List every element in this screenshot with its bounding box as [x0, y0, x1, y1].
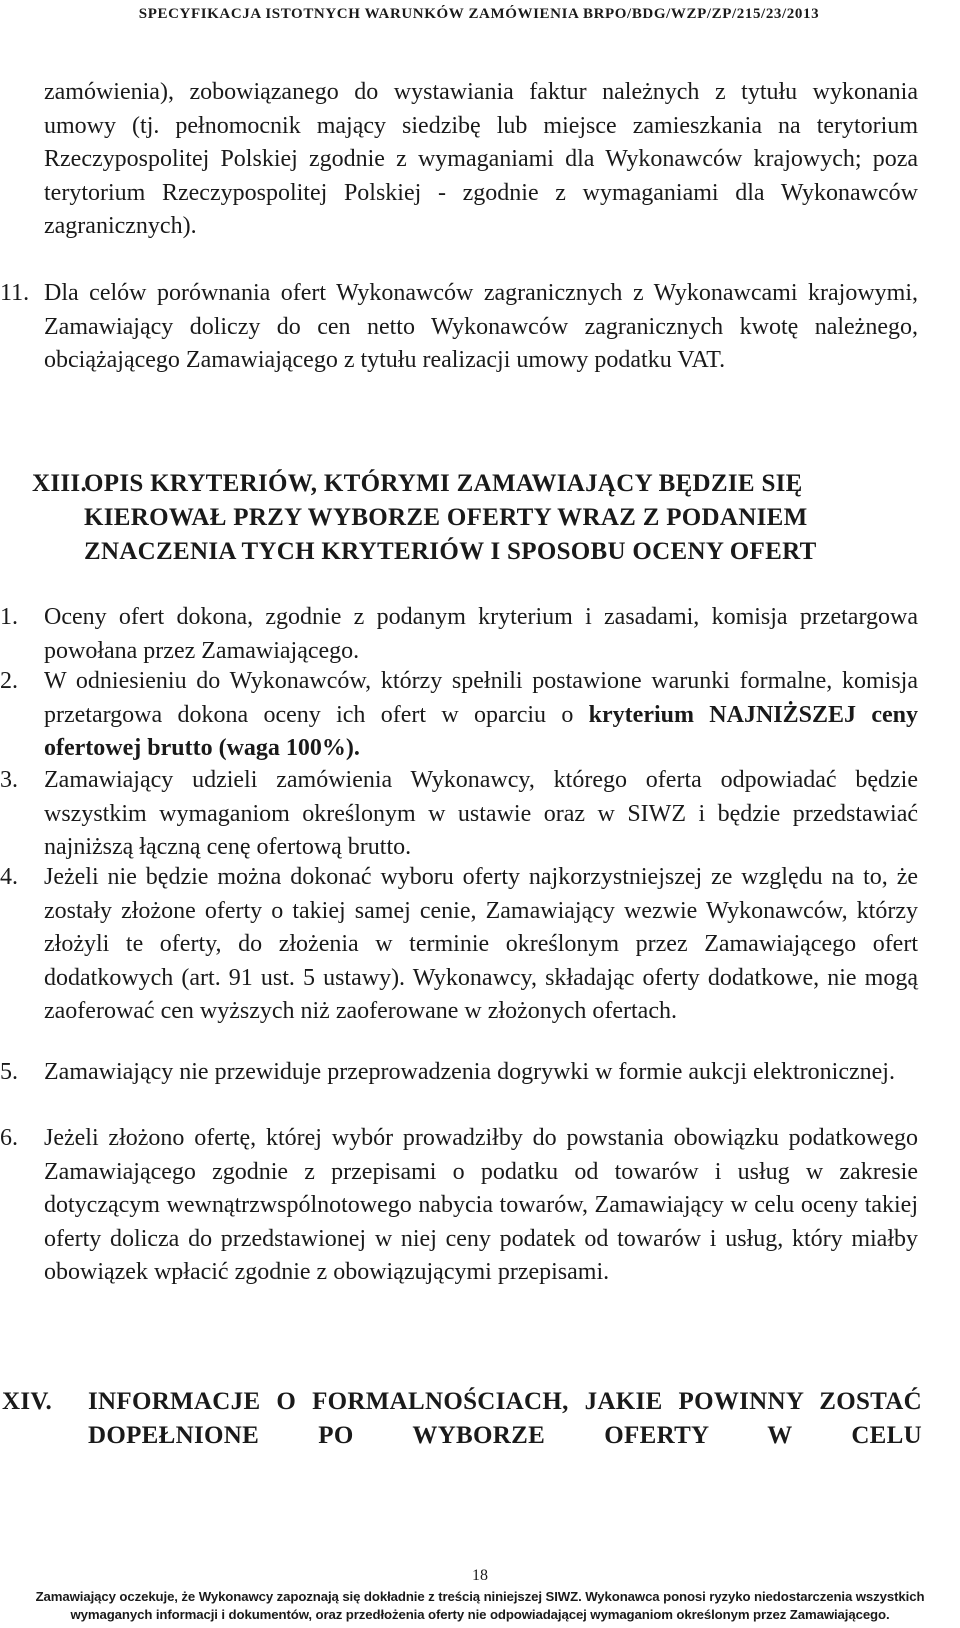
section-number: XIV.	[2, 1388, 53, 1415]
list-item-number: 1.	[0, 604, 18, 630]
list-item-1	[0, 601, 918, 668]
list-item-6	[0, 1122, 918, 1290]
list-item-number: 5.	[0, 1059, 18, 1085]
continuation-paragraph: zamówienia), zobowiązanego do wystawiania faktur należnych z tytułu wykonania umowy (tj. pełnomocnik mający siedzibę lub miejsce zamieszkania na terytorium Rzeczypospolitej Polskiej zgodnie z wymaganiami dla Wykonawców krajowych; poza terytorium Rzeczypospolitej Polskiej - zgodnie z wymaganiami dla Wykonawców zagranicznych).	[44, 79, 918, 239]
section-number: XIII.	[32, 470, 87, 497]
list-item-number: 3.	[0, 767, 18, 793]
document-footer	[0, 1588, 960, 1624]
list-item-number: 6.	[0, 1125, 18, 1151]
list-item-5	[0, 1056, 918, 1090]
criterion-bold-text: kryterium NAJNIŻSZEJ ceny ofertowej brutto (waga 100%).	[44, 701, 918, 761]
list-item-text: Zamawiający nie przewiduje przeprowadzenia dogrywki w formie aukcji elektronicznej.	[44, 1059, 895, 1085]
document-header: SPECYFIKACJA ISTOTNYCH WARUNKÓW ZAMÓWIENIA BRPO/BDG/WZP/ZP/215/23/2013	[138, 6, 820, 22]
list-item-2	[0, 665, 918, 766]
list-item-number: 11.	[0, 280, 30, 306]
list-item-3	[0, 764, 918, 865]
list-item-number: 4.	[0, 864, 18, 890]
section-xiii-heading	[32, 467, 922, 569]
footer-line: wymaganych informacji i dokumentów, oraz przedłożenia oferty nie odpowiadającej wymaganiom określonym przez Zamawiającego.	[70, 1607, 890, 1622]
list-item-text: Oceny ofert dokona, zgodnie z podanym kryterium i zasadami, komisja przetargowa powołana przez Zamawiającego.	[44, 604, 918, 664]
section-title: OPIS KRYTERIÓW, KTÓRYMI ZAMAWIAJĄCY BĘDZIE SIĘ KIEROWAŁ PRZY WYBORZE OFERTY WRAZ Z PODANIEM ZNACZENIA TYCH KRYTERIÓW I SPOSOBU OCENY OFERT	[84, 470, 817, 565]
list-item-11	[0, 277, 918, 378]
list-item-text: Zamawiający udzieli zamówienia Wykonawcy, którego oferta odpowiadać będzie wszystkim wymaganiom określonym w ustawie oraz w SIWZ i będzie przedstawiać najniższą łączną cenę ofertową brutto.	[44, 767, 918, 860]
list-item-text: W odniesieniu do Wykonawców, którzy spełnili postawione warunki formalne, komisja przetargowa dokona oceny ich ofert w oparciu o	[44, 668, 918, 728]
section-xiv-heading	[2, 1385, 922, 1453]
list-item-text: Jeżeli nie będzie można dokonać wyboru oferty najkorzystniejszej ze względu na to, że zostały złożone oferty o takiej samej cenie, Zamawiający wezwie Wykonawców, którzy złożyli te oferty, do złożenia w terminie określonym przez Zamawiającego ofert dodatkowych (art. 91 ust. 5 ustawy). Wykonawcy, składając oferty dodatkowe, nie mogą zaoferować cen wyższych niż zaoferowane w złożonych ofertach.	[44, 864, 918, 1024]
section-title: INFORMACJE O FORMALNOŚCIACH, JAKIE POWINNY ZOSTAĆ DOPEŁNIONE PO WYBORZE OFERTY W CELU	[88, 1388, 922, 1449]
page-number: 18	[472, 1567, 488, 1584]
list-item-number: 2.	[0, 668, 18, 694]
list-item-4	[0, 861, 918, 1029]
footer-line: Zamawiający oczekuje, że Wykonawcy zapoznają się dokładnie z treścią niniejszej SIWZ. Wykonawca ponosi ryzyko niedostarczenia wszystkich	[35, 1589, 925, 1604]
list-item-text: Jeżeli złożono ofertę, której wybór prowadziłby do powstania obowiązku podatkowego Zamawiającego zgodnie z przepisami o podatku od towarów i usług w zakresie dotyczącym wewnątrzwspólnotowego nabycia towarów, Zamawiający w celu oceny takiej oferty dolicza do przedstawionej w niej ceny podatek od towarów i usług, który miałby obowiązek wpłacić zgodnie z obowiązującymi przepisami.	[44, 1125, 918, 1285]
list-item-text: Dla celów porównania ofert Wykonawców zagranicznych z Wykonawcami krajowymi, Zamawiający doliczy do cen netto Wykonawców zagranicznych kwotę należnego, obciążającego Zamawiającego z tytułu realizacji umowy podatku VAT.	[44, 280, 918, 373]
